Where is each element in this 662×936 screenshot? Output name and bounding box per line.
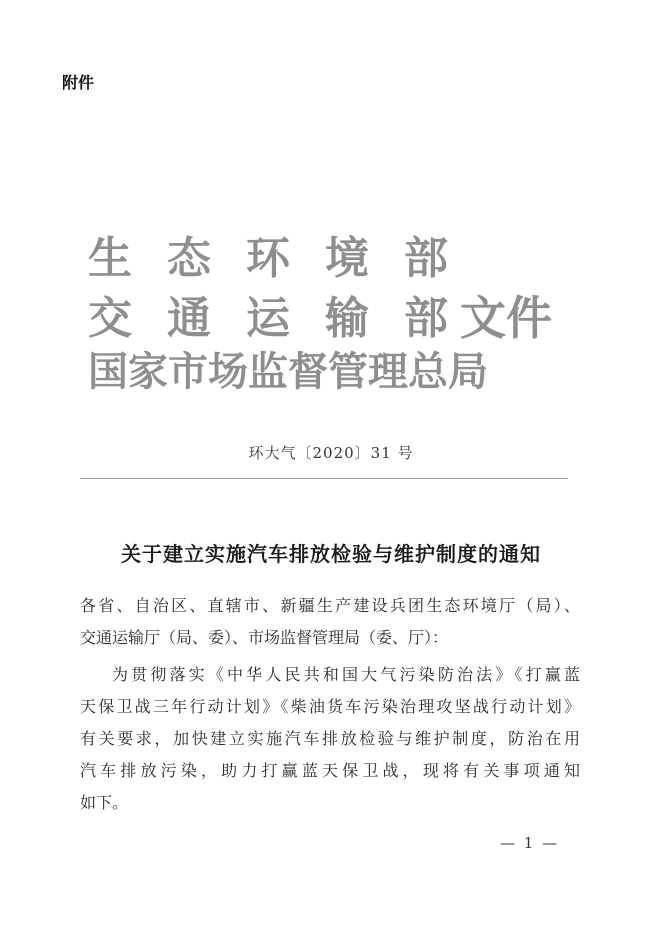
issuer-line-ministry-transport: 交通运输部 [88,293,483,344]
attachment-label: 附件 [62,73,95,92]
page-number: — 1 — [500,834,560,852]
document-number: 环大气〔2020〕31 号 [248,444,414,462]
salutation [80,590,580,654]
paragraph-line: 为贯彻落实《中华人民共和国大气污染防治法》《打赢蓝 [112,665,580,684]
document-type-label: 文件 [460,291,552,345]
issuer-line-ministry-ecology: 生态环境部 [88,233,483,284]
paragraph-line: 有关要求，加快建立实施汽车排放检验与维护制度，防治在用 [80,729,580,748]
body-paragraph [80,659,580,819]
paragraph-line: 天保卫战三年行动计划》《柴油货车污染治理攻坚战行动计划》 [80,697,580,716]
document-title: 关于建立实施汽车排放检验与维护制度的通知 [121,542,541,566]
paragraph-line: 如下。 [80,793,129,812]
salutation-line: 交通运输厅（局、委）、市场监督管理局（委、厅）： [80,628,449,647]
salutation-line: 各省、自治区、直辖市、新疆生产建设兵团生态环境厅（局）、 [80,596,580,615]
issuer-line-market-regulation: 国家市场监督管理总局 [88,348,488,395]
header-divider [80,478,568,479]
paragraph-line: 汽车排放污染，助力打赢蓝天保卫战，现将有关事项通知 [80,761,580,780]
